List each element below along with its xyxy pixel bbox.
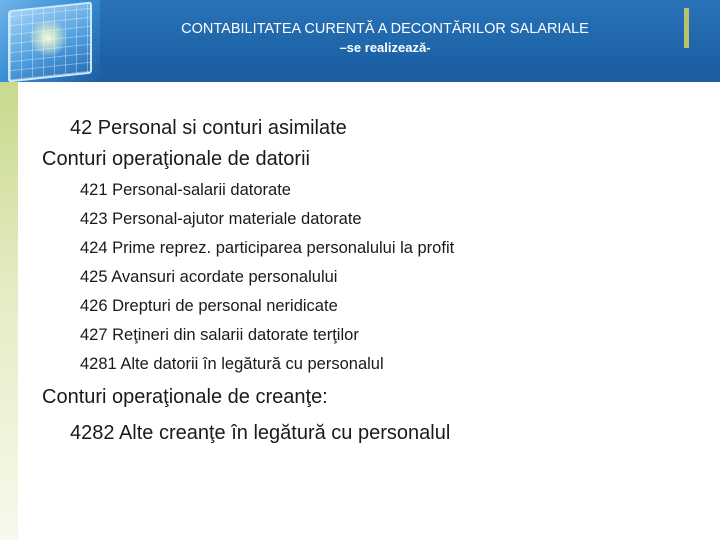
decorative-side-strip — [0, 82, 18, 540]
computer-screen-icon — [0, 0, 100, 82]
debt-account-item: 4281 Alte datorii în legătură cu personalul — [80, 355, 384, 373]
page-subtitle: –se realizează- — [339, 40, 431, 55]
debt-account-item: 423 Personal-ajutor materiale datorate — [80, 210, 362, 228]
debt-account-item: 427 Reţineri din salarii datorate terţilor — [80, 326, 359, 344]
debt-account-item: 426 Drepturi de personal neridicate — [80, 297, 338, 315]
header-accent-bar — [684, 8, 689, 48]
debts-section-heading: Conturi operaţionale de datorii — [42, 148, 310, 170]
claim-account-item: 4282 Alte creanţe în legătură cu personalul — [70, 422, 451, 444]
claims-section-heading: Conturi operaţionale de creanţe: — [42, 386, 328, 408]
page-title: CONTABILITATEA CURENTĂ A DECONTĂRILOR SALARIALE — [181, 21, 589, 37]
slide-header — [0, 0, 720, 82]
debt-account-item: 425 Avansuri acordate personalului — [80, 268, 338, 286]
debt-account-item: 424 Prime reprez. participarea personalului la profit — [80, 239, 455, 257]
debt-account-item: 421 Personal-salarii datorate — [80, 181, 291, 199]
account-group-heading: 42 Personal si conturi asimilate — [70, 117, 347, 139]
